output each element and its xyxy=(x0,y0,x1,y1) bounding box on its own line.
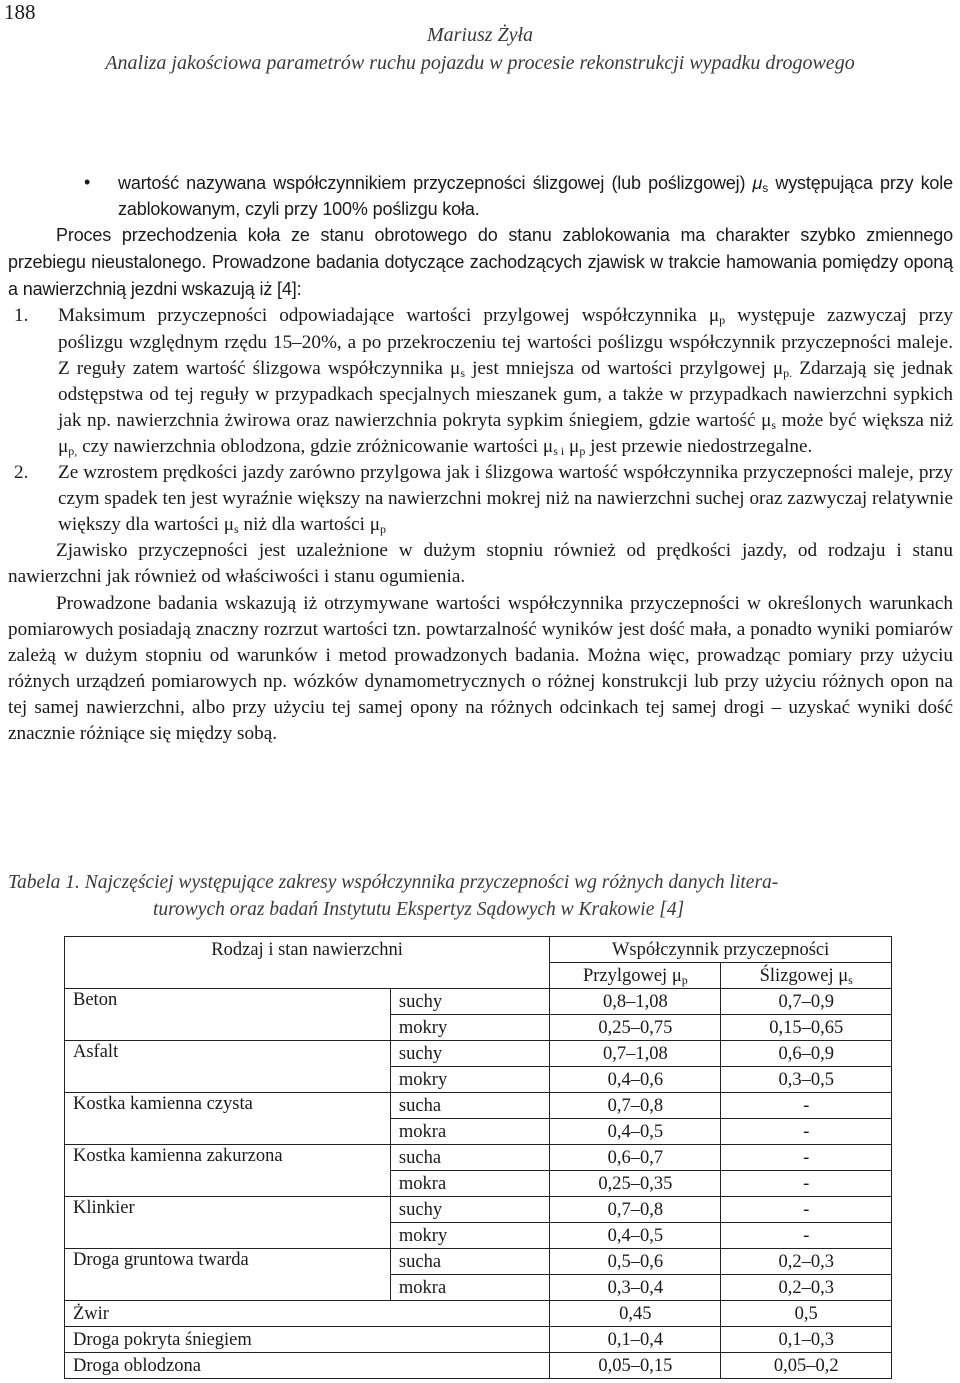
subscript: p. xyxy=(783,365,793,380)
header-coefficient: Współczynnik przyczepności xyxy=(550,937,892,963)
subscript: s xyxy=(771,417,777,432)
subscript: p xyxy=(681,972,688,987)
body-text xyxy=(8,170,953,747)
bullet-dot-icon: • xyxy=(84,172,91,192)
sliding-value-cell: 0,3–0,5 xyxy=(721,1067,892,1093)
condition-cell: suchy xyxy=(390,989,549,1015)
sliding-value-cell: 0,05–0,2 xyxy=(721,1353,892,1379)
subscript: p xyxy=(380,522,387,537)
surface-cell: Droga pokryta śniegiem xyxy=(65,1327,550,1353)
sliding-value-cell: - xyxy=(721,1171,892,1197)
paragraph-research: Prowadzone badania wskazują iż otrzymywane wartości współczynnika przyczepności w określonych warunkach pomiarowych posiadają znaczny rozrzut wartości tzn. powtarzalność wyników jest dość mała, a ponadto wyniki pomiarów zależą w dużym stopniu od warunków i metod prowadzonych badania. Można więc, prowadząc pomiary przy użyciu różnych urządzeń pomiarowych np. wózków dynamometrycznych o różnej konstrukcji lub przy użyciu różnych opon na tej samej nawierzchni, albo przy użyciu tej samej opony na różnych odcinkach tej samej drogi – uzyskać wyniki dość znacznie różniące się między sobą. xyxy=(8,592,953,744)
item-text: występuje zazwyczaj przy poślizgu względnym rzędu 15–20%, a po przekroczeniu tej wartości poślizgu współczynnik przyczepności maleje. Z reguły zatem wartość ślizgowa współczynnika μ xyxy=(58,305,953,379)
condition-cell: mokry xyxy=(390,1223,549,1249)
sliding-value-cell: 0,15–0,65 xyxy=(721,1015,892,1041)
subscript: s i xyxy=(553,443,565,458)
running-header-title: Analiza jakościowa parametrów ruchu pojazdu w procesie rekonstrukcji wypadku drogowego xyxy=(105,52,855,74)
table-row xyxy=(65,1197,892,1223)
mu-symbol: μ xyxy=(752,173,763,193)
condition-cell: mokry xyxy=(390,1015,549,1041)
header-adhesive xyxy=(550,963,721,989)
condition-cell: mokra xyxy=(390,1171,549,1197)
sliding-value-cell: - xyxy=(721,1119,892,1145)
condition-cell: sucha xyxy=(390,1145,549,1171)
caption-line: turowych oraz badań Instytutu Ekspertyz Sądowych w Krakowie [4] xyxy=(153,899,685,920)
adhesive-value-cell: 0,6–0,7 xyxy=(550,1145,721,1171)
surface-cell: Beton xyxy=(65,989,391,1041)
subscript: p, xyxy=(68,443,78,458)
sliding-value-cell: 0,6–0,9 xyxy=(721,1041,892,1067)
item-text: Ze wzrostem prędkości jazdy zarówno przylgowa jak i ślizgowa wartość współczynnika przyczepności maleje, przy czym spadek ten jest wyraźnie większy na nawierzchni mokrej niż na nawierzchni suchej oraz zazwyczaj relatywnie większy dla wartości μ xyxy=(58,462,953,536)
table-row xyxy=(65,1093,892,1119)
paragraph-phenomenon: Zjawisko przyczepności jest uzależnione w dużym stopniu również od prędkości jazdy, od rodzaju i stanu nawierzchni jak również od właściwości i stanu ogumienia. xyxy=(8,540,953,588)
adhesive-value-cell: 0,8–1,08 xyxy=(550,989,721,1015)
header-adhesive-label: Przylgowej μ xyxy=(582,965,682,986)
table-caption xyxy=(8,869,953,923)
adhesive-value-cell: 0,1–0,4 xyxy=(550,1327,721,1353)
paragraph-process xyxy=(8,222,953,303)
sliding-value-cell: - xyxy=(721,1197,892,1223)
bullet-text: wartość nazywana współczynnikiem przyczepności ślizgowej (lub poślizgowej) xyxy=(118,173,753,193)
running-header-author: Mariusz Żyła xyxy=(426,24,534,46)
surface-cell: Kostka kamienna czysta xyxy=(65,1093,391,1145)
header-sliding xyxy=(721,963,892,989)
page-number: 188 xyxy=(4,0,36,24)
item-text: μ xyxy=(564,435,580,457)
table-row xyxy=(65,1301,892,1327)
subscript: p xyxy=(579,443,586,458)
condition-cell: mokra xyxy=(390,1275,549,1301)
adhesion-coefficient-table xyxy=(64,936,892,1379)
sliding-value-cell: 0,5 xyxy=(721,1301,892,1327)
surface-cell: Klinkier xyxy=(65,1197,391,1249)
subscript: p xyxy=(719,313,726,328)
item-text: niż dla wartości μ xyxy=(238,514,381,536)
table-row xyxy=(65,1041,892,1067)
table-header-row xyxy=(65,937,892,963)
surface-cell: Droga oblodzona xyxy=(65,1353,550,1379)
sliding-value-cell: 0,7–0,9 xyxy=(721,989,892,1015)
surface-cell: Kostka kamienna zakurzona xyxy=(65,1145,391,1197)
condition-cell: mokra xyxy=(390,1119,549,1145)
sliding-value-cell: - xyxy=(721,1093,892,1119)
adhesive-value-cell: 0,4–0,5 xyxy=(550,1223,721,1249)
findings-item xyxy=(8,303,953,460)
item-text: jest mniejsza od wartości przylgowej μ xyxy=(465,357,784,379)
findings-list xyxy=(8,303,953,538)
subscript: s xyxy=(460,365,465,380)
table-row xyxy=(65,1249,892,1275)
condition-cell: sucha xyxy=(390,1093,549,1119)
table-row xyxy=(65,1327,892,1353)
paragraph-part: Prowadzone badania dotyczące zachodzących zjawisk w trakcie hamowania pomiędzy oponą a nawierzchnią jezdni wskazują iż [4]: xyxy=(8,252,953,300)
item-text: Maksimum przyczepności odpowiadające wartości przylgowej współczynnika μ xyxy=(58,305,720,327)
subscript: s xyxy=(234,522,239,537)
surface-cell: Droga gruntowa twarda xyxy=(65,1249,391,1301)
adhesive-value-cell: 0,4–0,5 xyxy=(550,1119,721,1145)
paragraph-part: Proces przechodzenia koła ze stanu obrotowego do stanu zablokowania ma charakter szybko zmiennego przebiegu nieustalonego. xyxy=(8,225,953,273)
condition-cell: mokry xyxy=(390,1067,549,1093)
header-surface: Rodzaj i stan nawierzchni xyxy=(65,937,550,989)
item-text: Zdarzają się jednak odstępstwa od tej reguły w przypadkach specjalnych mieszanek gum, a także w przypadkach nawierzchni sypkich jak np. nawierzchnia żwirowa oraz nawierzchnia pokryta sypkim śniegiem, gdzie wartość μ xyxy=(58,357,953,431)
adhesive-value-cell: 0,5–0,6 xyxy=(550,1249,721,1275)
condition-cell: suchy xyxy=(390,1041,549,1067)
item-text: może być większa niż μ xyxy=(58,409,953,457)
caption-line: Tabela 1. Najczęściej występujące zakresy współczynnika przyczepności wg różnych danych litera- xyxy=(8,872,779,893)
adhesive-value-cell: 0,7–1,08 xyxy=(550,1041,721,1067)
condition-cell: suchy xyxy=(390,1197,549,1223)
condition-cell: sucha xyxy=(390,1249,549,1275)
adhesive-value-cell: 0,25–0,35 xyxy=(550,1171,721,1197)
item-text: jest przewie niedostrzegalne. xyxy=(585,435,813,457)
surface-cell: Asfalt xyxy=(65,1041,391,1093)
subscript: s xyxy=(848,972,853,987)
item-number: 1. xyxy=(14,305,29,327)
adhesive-value-cell: 0,4–0,6 xyxy=(550,1067,721,1093)
header-sliding-label: Ślizgowej μ xyxy=(759,965,849,986)
sliding-value-cell: - xyxy=(721,1223,892,1249)
item-text: czy nawierzchnia oblodzona, gdzie zróżnicowanie wartości μ xyxy=(77,435,554,457)
table-row xyxy=(65,1145,892,1171)
sliding-value-cell: - xyxy=(721,1145,892,1171)
subscript: s xyxy=(762,181,769,195)
adhesive-value-cell: 0,45 xyxy=(550,1301,721,1327)
bullet-text-end: występująca przy kole zablokowanym, czyli przy 100% poślizgu koła. xyxy=(118,173,953,220)
adhesive-value-cell: 0,25–0,75 xyxy=(550,1015,721,1041)
item-number: 2. xyxy=(14,462,29,484)
sliding-value-cell: 0,2–0,3 xyxy=(721,1275,892,1301)
adhesive-value-cell: 0,3–0,4 xyxy=(550,1275,721,1301)
bullet-item xyxy=(8,170,953,222)
table-row xyxy=(65,989,892,1015)
table-row xyxy=(65,1353,892,1379)
findings-item xyxy=(8,460,953,538)
adhesive-value-cell: 0,05–0,15 xyxy=(550,1353,721,1379)
sliding-value-cell: 0,1–0,3 xyxy=(721,1327,892,1353)
adhesive-value-cell: 0,7–0,8 xyxy=(550,1093,721,1119)
surface-cell: Żwir xyxy=(65,1301,550,1327)
sliding-value-cell: 0,2–0,3 xyxy=(721,1249,892,1275)
adhesive-value-cell: 0,7–0,8 xyxy=(550,1197,721,1223)
